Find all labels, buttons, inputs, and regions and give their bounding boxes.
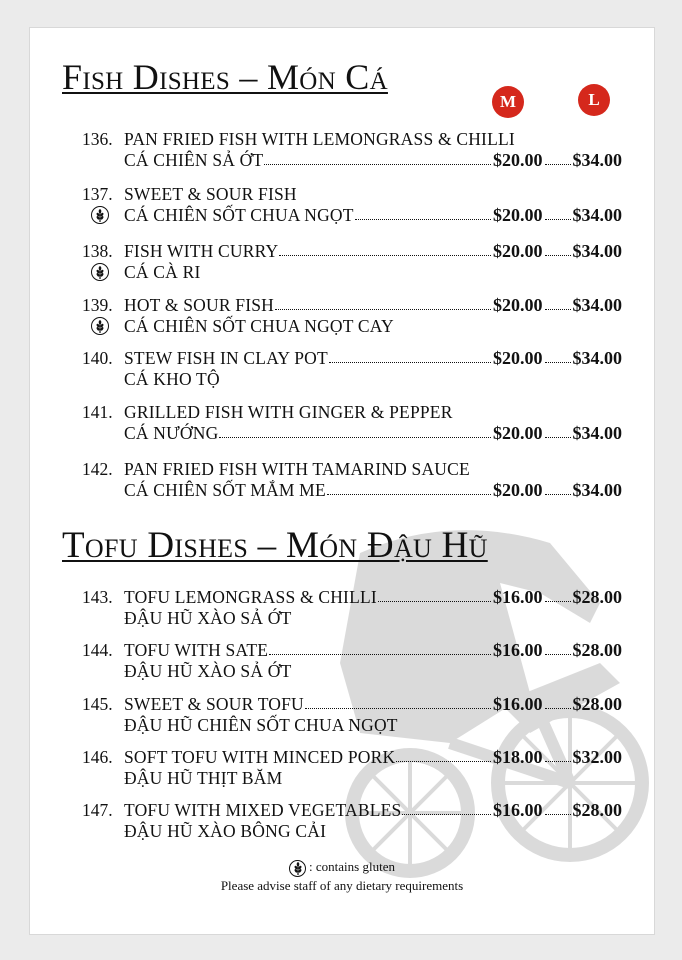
dot-leader — [545, 219, 571, 220]
price-medium: $20.00 — [493, 348, 543, 368]
dot-leader — [545, 494, 571, 495]
price-medium: $20.00 — [493, 295, 543, 315]
item-number: 144. — [82, 640, 113, 660]
dot-leader — [545, 437, 571, 438]
item-name: FISH WITH CURRY — [124, 241, 279, 261]
item-number: 147. — [82, 800, 113, 820]
section-title-fish: Fish Dishes – Món Cá — [62, 57, 388, 97]
menu-item — [82, 347, 622, 389]
price-large: $34.00 — [572, 480, 622, 500]
menu-item — [82, 240, 622, 282]
item-name: HOT & SOUR FISH — [124, 295, 274, 315]
price-large: $34.00 — [572, 348, 622, 368]
price-medium: $16.00 — [493, 587, 543, 607]
item-vietnamese-name: CÁ KHO TỘ — [124, 369, 220, 389]
item-name: SWEET & SOUR FISH — [124, 184, 297, 204]
item-name: SOFT TOFU WITH MINCED PORK — [124, 747, 396, 767]
menu-item — [82, 401, 622, 443]
item-vietnamese-name: CÁ CHIÊN SẢ ỚT — [124, 150, 264, 170]
price-large: $34.00 — [572, 241, 622, 261]
dot-leader — [269, 654, 491, 655]
size-badge-medium: M — [492, 86, 524, 118]
item-name: PAN FRIED FISH WITH TAMARIND SAUCE — [124, 459, 470, 479]
menu-item — [82, 639, 622, 681]
item-vietnamese-name: CÁ NƯỚNG — [124, 423, 219, 443]
size-badge-large: L — [578, 84, 610, 116]
item-name: SWEET & SOUR TOFU — [124, 694, 304, 714]
item-vietnamese-name: ĐẬU HŨ THỊT BĂM — [124, 768, 283, 788]
item-name: TOFU LEMONGRASS & CHILLI — [124, 587, 377, 607]
price-medium: $20.00 — [493, 423, 543, 443]
menu-item — [82, 128, 622, 170]
item-name: STEW FISH IN CLAY POT — [124, 348, 328, 368]
dot-leader — [545, 814, 571, 815]
price-medium: $16.00 — [493, 800, 543, 820]
item-name: GRILLED FISH WITH GINGER & PEPPER — [124, 402, 453, 422]
dot-leader — [378, 601, 491, 602]
wheat-icon — [91, 263, 109, 281]
wheat-icon — [289, 860, 306, 877]
price-large: $32.00 — [572, 747, 622, 767]
dot-leader — [264, 164, 491, 165]
item-name: TOFU WITH SATE — [124, 640, 269, 660]
item-vietnamese-name: CÁ CÀ RI — [124, 262, 201, 282]
dot-leader — [545, 362, 571, 363]
dot-leader — [545, 309, 571, 310]
item-number: 138. — [82, 241, 113, 261]
menu-item — [82, 586, 622, 628]
price-medium: $16.00 — [493, 640, 543, 660]
menu-item — [82, 294, 622, 336]
price-medium: $20.00 — [493, 205, 543, 225]
item-name: TOFU WITH MIXED VEGETABLES — [124, 800, 402, 820]
item-number: 146. — [82, 747, 113, 767]
wheat-icon — [91, 206, 109, 224]
price-medium: $20.00 — [493, 241, 543, 261]
section-title-tofu: Tofu Dishes – Món Đậu Hũ — [62, 525, 488, 566]
price-large: $28.00 — [572, 587, 622, 607]
dietary-advice: Please advise staff of any dietary requirements — [220, 878, 464, 893]
dot-leader — [329, 362, 491, 363]
menu-item — [82, 693, 622, 735]
item-vietnamese-name: ĐẬU HŨ XÀO SẢ ỚT — [124, 608, 292, 628]
wheat-icon — [91, 317, 109, 335]
price-large: $34.00 — [572, 423, 622, 443]
item-vietnamese-name: CÁ CHIÊN SỐT MẮM ME — [124, 480, 326, 500]
item-number: 141. — [82, 402, 113, 422]
dot-leader — [279, 255, 491, 256]
price-large: $28.00 — [572, 640, 622, 660]
dot-leader — [545, 708, 571, 709]
price-large: $34.00 — [572, 205, 622, 225]
menu-page — [30, 28, 654, 934]
dot-leader — [545, 654, 571, 655]
item-number: 136. — [82, 129, 113, 149]
item-number: 137. — [82, 184, 113, 204]
item-number: 142. — [82, 459, 113, 479]
gluten-note: : contains gluten — [309, 859, 395, 874]
dot-leader — [219, 437, 491, 438]
dot-leader — [545, 761, 571, 762]
dot-leader — [545, 164, 571, 165]
item-vietnamese-name: CÁ CHIÊN SỐT CHUA NGỌT CAY — [124, 316, 394, 336]
item-name: PAN FRIED FISH WITH LEMONGRASS & CHILLI — [124, 129, 515, 149]
dot-leader — [396, 761, 491, 762]
price-large: $28.00 — [572, 694, 622, 714]
dot-leader — [305, 708, 491, 709]
price-large: $28.00 — [572, 800, 622, 820]
item-vietnamese-name: ĐẬU HŨ XÀO BÔNG CẢI — [124, 821, 327, 841]
dot-leader — [402, 814, 491, 815]
menu-item — [82, 746, 622, 788]
price-medium: $16.00 — [493, 694, 543, 714]
price-large: $34.00 — [572, 295, 622, 315]
menu-item — [82, 799, 622, 841]
item-number: 143. — [82, 587, 113, 607]
dot-leader — [327, 494, 491, 495]
item-number: 145. — [82, 694, 113, 714]
price-medium: $20.00 — [493, 150, 543, 170]
price-large: $34.00 — [572, 150, 622, 170]
dot-leader — [275, 309, 491, 310]
price-medium: $20.00 — [493, 480, 543, 500]
dot-leader — [355, 219, 491, 220]
item-vietnamese-name: ĐẬU HŨ CHIÊN SỐT CHUA NGỌT — [124, 715, 398, 735]
menu-item — [82, 458, 622, 500]
item-number: 139. — [82, 295, 113, 315]
menu-item — [82, 183, 622, 225]
dot-leader — [545, 255, 571, 256]
item-vietnamese-name: ĐẬU HŨ XÀO SẢ ỚT — [124, 661, 292, 681]
item-vietnamese-name: CÁ CHIÊN SỐT CHUA NGỌT — [124, 205, 354, 225]
dot-leader — [545, 601, 571, 602]
gluten-legend — [30, 858, 654, 877]
price-medium: $18.00 — [493, 747, 543, 767]
item-number: 140. — [82, 348, 113, 368]
